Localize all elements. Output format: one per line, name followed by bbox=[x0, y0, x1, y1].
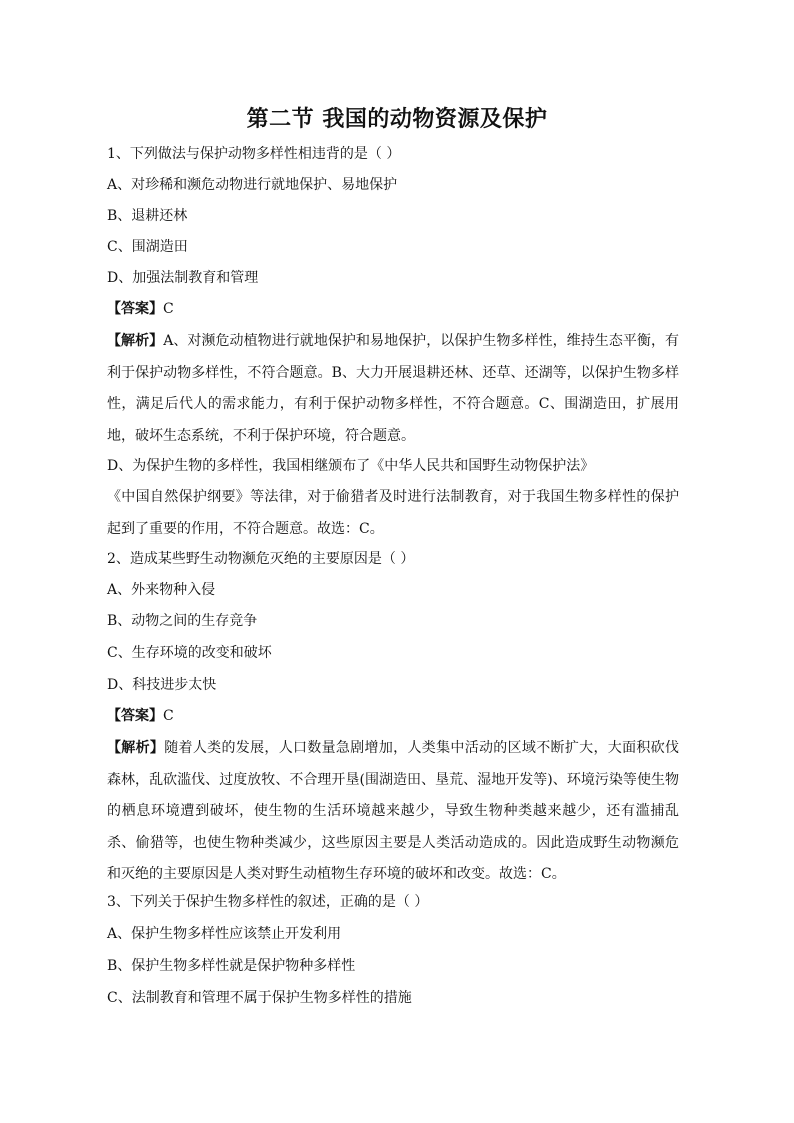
q2-option-b: B、动物之间的生存竞争 bbox=[107, 613, 258, 629]
analysis-text: A、对濒危动植物进行就地保护和易地保护，以保护生物多样性，维持生态平衡，有利于保护动物多样性，不符合题意。B、大力开展退耕还林、还草、还湖等，以保护生物多样性，满足后代人的需求能力，有利于保护动物多样性，不符合题意。C、围湖造田，扩展用地，破坏生态系统，不利于保护环境，符合题意。 bbox=[107, 333, 680, 444]
q1-analysis bbox=[107, 326, 679, 452]
q1-option-c: C、围湖造田 bbox=[107, 239, 188, 255]
q3-option-a: A、保护生物多样性应该禁止开发利用 bbox=[107, 926, 342, 942]
question-2: 2、造成某些野生动物濒危灭绝的主要原因是（ ） bbox=[107, 551, 415, 567]
q1-analysis-d-continued: 《中国自然保护纲要》等法律，对于偷猎者及时进行法制教育，对于我国生物多样性的保护起到了重要的作用，不符合题意。故选：C。 bbox=[107, 489, 679, 537]
answer-value: C bbox=[163, 708, 174, 724]
answer-label: 【答案】 bbox=[107, 301, 163, 317]
q1-analysis-d-line: D、为保护生物的多样性，我国相继颁布了《中华人民共和国野生动物保护法》 bbox=[107, 458, 595, 474]
q1-option-a: A、对珍稀和濒危动物进行就地保护、易地保护 bbox=[107, 177, 398, 193]
q2-option-d: D、科技进步太快 bbox=[107, 677, 217, 693]
answer-label: 【答案】 bbox=[107, 708, 163, 724]
analysis-label: 【解析】 bbox=[107, 740, 165, 756]
answer-value: C bbox=[163, 301, 174, 317]
question-1: 1、下列做法与保护动物多样性相违背的是（ ） bbox=[107, 146, 401, 162]
q2-analysis bbox=[107, 733, 679, 891]
q2-option-a: A、外来物种入侵 bbox=[107, 582, 216, 598]
page-title: 第二节 我国的动物资源及保护 bbox=[246, 106, 548, 132]
q3-option-c: C、法制教育和管理不属于保护生物多样性的措施 bbox=[107, 990, 412, 1006]
q1-answer bbox=[107, 299, 687, 319]
q1-option-b: B、退耕还林 bbox=[107, 208, 188, 224]
q2-answer bbox=[107, 706, 687, 726]
q1-option-d: D、加强法制教育和管理 bbox=[107, 270, 259, 286]
q3-option-b: B、保护生物多样性就是保护物种多样性 bbox=[107, 958, 356, 974]
question-3: 3、下列关于保护生物多样性的叙述，正确的是（ ） bbox=[107, 894, 429, 910]
analysis-label: 【解析】 bbox=[107, 333, 164, 349]
analysis-text: 随着人类的发展，人口数量急剧增加，人类集中活动的区域不断扩大，大面积砍伐森林，乱砍滥伐、过度放牧、不合理开垦(围湖造田、垦荒、湿地开发等)、环境污染等使生物的栖息环境遭到破坏，使生物的生活环境越来越少，导致生物种类越来越少，还有滥捕乱杀、偷猎等，也使生物种类减少，这些原因主要是人类活动造成的。因此造成野生动物濒危和灭绝的主要原因是人类对野生动植物生存环境的破坏和改变。故选：C。 bbox=[107, 740, 680, 882]
q2-option-c: C、生存环境的改变和破坏 bbox=[107, 645, 272, 661]
